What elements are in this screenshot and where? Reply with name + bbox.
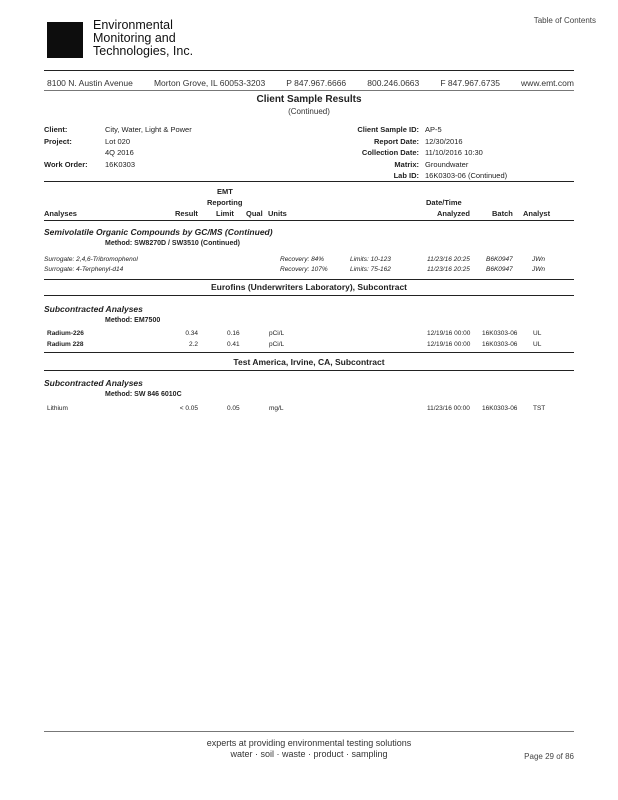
lithium-analyzed: 11/23/16 00:00 — [427, 405, 470, 412]
matrix-value: Groundwater — [425, 160, 469, 169]
radium226-batch: 16K0303-06 — [482, 330, 518, 337]
surrogate-row-1-name: Surrogate: 2,4,6-Tribromophenol — [44, 256, 138, 263]
project-value-1: Lot 020 — [105, 137, 131, 146]
column-analyzed: Analyzed — [437, 209, 470, 218]
footer-tagline: experts at providing environmental testing solutions — [206, 738, 412, 748]
table-of-contents-link[interactable]: Table of Contents — [533, 16, 596, 25]
lithium-result: < 0.05 — [179, 405, 198, 412]
column-batch: Batch — [492, 209, 513, 218]
lithium-limit: 0.05 — [227, 405, 240, 412]
header-divider — [44, 70, 574, 71]
radium228-units: pCi/L — [269, 341, 285, 348]
eurofins-title: Eurofins (Underwriters Laboratory), Subcontract — [211, 282, 407, 292]
project-value-2: 4Q 2016 — [105, 148, 134, 157]
client-value: City, Water, Light & Power — [105, 125, 192, 134]
testamerica-heading: Subcontracted Analyses — [44, 378, 143, 388]
eurofins-method: Method: EM7500 — [105, 317, 161, 324]
eurofins-divider-bottom — [44, 295, 574, 296]
column-emt: EMT — [217, 187, 233, 196]
company-logo — [47, 22, 83, 58]
address-street: 8100 N. Austin Avenue — [47, 78, 133, 88]
column-qual: Qual — [246, 209, 263, 218]
testamerica-divider-bottom — [44, 370, 574, 371]
eurofins-divider-top — [44, 279, 574, 280]
report-title: Client Sample Results — [256, 94, 362, 105]
eurofins-heading: Subcontracted Analyses — [44, 304, 143, 314]
column-analyses: Analyses — [44, 209, 77, 218]
company-name — [93, 19, 193, 58]
column-limit: Limit — [216, 209, 234, 218]
radium226-analyzed: 12/19/16 00:00 — [427, 330, 471, 337]
lithium-batch: 16K0303-06 — [482, 405, 518, 412]
footer-divider — [44, 731, 574, 732]
surrogate-row-2-name: Surrogate: 4-Terphenyl-d14 — [44, 266, 124, 273]
surrogate-row-2-recovery: Recovery: 107% — [280, 266, 328, 273]
surrogate-row-1-analyst: JWn — [532, 256, 545, 263]
lab-id-label: Lab ID: — [393, 171, 419, 180]
column-analyst: Analyst — [523, 209, 551, 218]
surrogate-row-1-recovery: Recovery: 84% — [280, 256, 325, 263]
surrogate-row-1-limits: Limits: 10-123 — [350, 256, 391, 263]
address-city: Morton Grove, IL 60053-3203 — [153, 78, 266, 88]
company-name-line1: Environmental — [93, 18, 173, 32]
info-divider — [44, 181, 574, 182]
address-tollfree: 800.246.0663 — [367, 78, 420, 88]
radium228-analyst: UL — [533, 341, 542, 348]
radium226-units: pCi/L — [269, 330, 285, 337]
radium226-limit: 0.16 — [227, 330, 240, 337]
semivolatile-heading: Semivolatile Organic Compounds by GC/MS (Continued) — [44, 227, 273, 237]
radium228-name: Radium 228 — [47, 341, 84, 348]
testamerica-method: Method: SW 846 6010C — [105, 391, 182, 398]
surrogate-row-2-batch: B6K0947 — [486, 266, 513, 273]
radium226-name: Radium-226 — [47, 330, 84, 337]
report-date-value: 12/30/2016 — [425, 137, 463, 146]
address-web[interactable]: www.emt.com — [521, 78, 574, 88]
surrogate-row-2-analyst: JWn — [532, 266, 545, 273]
company-name-line2: Monitoring and — [93, 31, 176, 45]
lab-id-value: 16K0303-06 (Continued) — [425, 171, 508, 180]
radium226-result: 0.34 — [185, 330, 198, 337]
radium226-analyst: UL — [533, 330, 542, 337]
radium228-batch: 16K0303-06 — [482, 341, 518, 348]
lithium-analyst: TST — [533, 405, 546, 412]
surrogate-row-2-limits: Limits: 75-162 — [350, 266, 391, 273]
testamerica-divider-top — [44, 352, 574, 353]
collection-date-value: 11/10/2016 10:30 — [425, 148, 483, 157]
project-label: Project: — [44, 137, 72, 146]
page-number: Page 29 of 86 — [524, 752, 574, 761]
lithium-name: Lithium — [47, 405, 68, 412]
surrogate-row-1-analyzed: 11/23/16 20:25 — [427, 256, 470, 263]
address-fax: F 847.967.6735 — [440, 78, 500, 88]
footer-services: water · soil · waste · product · sampling — [230, 749, 388, 759]
report-date-label: Report Date: — [373, 137, 419, 146]
column-units: Units — [268, 209, 287, 218]
address-phone: P 847.967.6666 — [286, 78, 347, 88]
collection-date-label: Collection Date: — [361, 148, 419, 157]
report-subtitle: (Continued) — [288, 107, 330, 116]
column-reporting: Reporting — [207, 198, 243, 207]
company-name-line3: Technologies, Inc. — [93, 44, 194, 58]
radium228-result: 2.2 — [188, 341, 198, 348]
sample-id-value: AP-5 — [425, 125, 442, 134]
column-datetime: Date/Time — [426, 198, 462, 207]
lithium-units: mg/L — [269, 405, 284, 412]
matrix-label: Matrix: — [394, 160, 419, 169]
work-order-label: Work Order: — [44, 160, 88, 169]
surrogate-row-2-analyzed: 11/23/16 20:25 — [427, 266, 470, 273]
address-bar — [47, 78, 574, 88]
client-label: Client: — [44, 125, 68, 134]
address-divider — [44, 90, 574, 91]
sample-id-label: Client Sample ID: — [357, 125, 419, 134]
testamerica-title: Test America, Irvine, CA, Subcontract — [233, 357, 385, 367]
column-header-divider — [44, 220, 574, 221]
radium228-analyzed: 12/19/16 00:00 — [427, 341, 471, 348]
work-order-value: 16K0303 — [105, 160, 136, 169]
column-result: Result — [175, 209, 198, 218]
semivolatile-method: Method: SW8270D / SW3510 (Continued) — [105, 240, 240, 247]
radium228-limit: 0.41 — [227, 341, 240, 348]
surrogate-row-1-batch: B6K0947 — [486, 256, 513, 263]
